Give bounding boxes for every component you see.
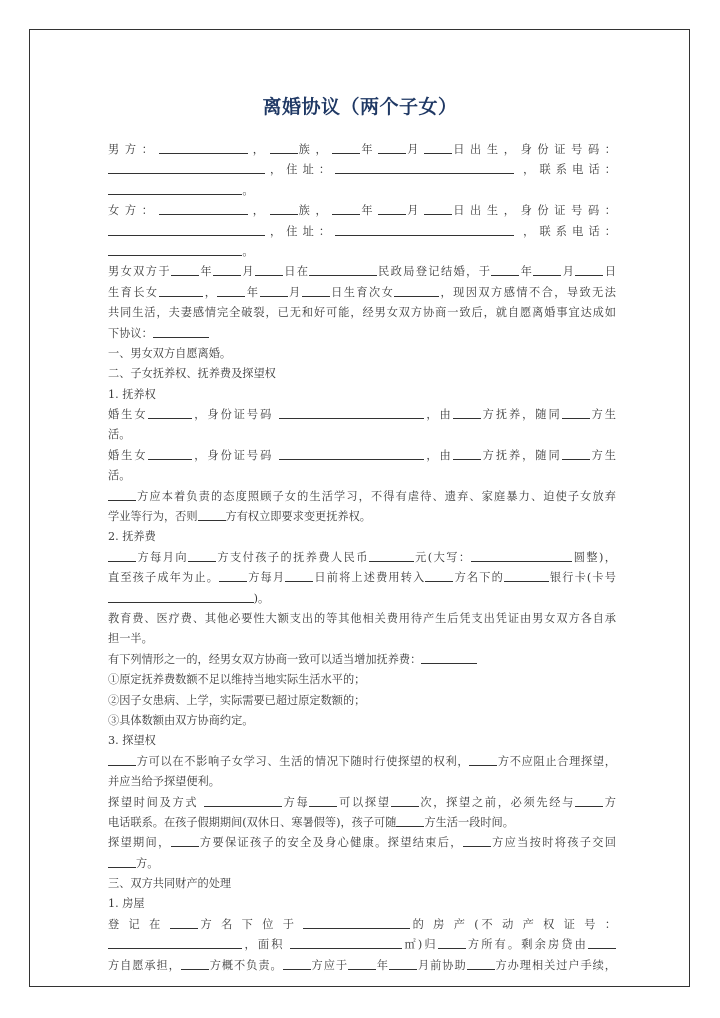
document-line: ①原定抚养费数额不足以维持当地实际生活水平的； <box>108 673 366 687</box>
document-line: 登 记 在 方 名 下 位 于 的 房 产 (不 动 产 权 证 号 ： <box>108 917 616 931</box>
document-line: 并应当给予探望便利。 <box>108 775 220 789</box>
document-line: 下协议： <box>108 324 616 344</box>
fill-in-blank[interactable] <box>332 141 360 154</box>
document-line: ③具体数额由双方协商约定。 <box>108 713 254 727</box>
document-line: 活。 <box>108 469 131 483</box>
fill-in-blank[interactable] <box>213 263 241 276</box>
fill-in-blank[interactable] <box>332 202 360 215</box>
document-line: 三、双方共同财产的处理 <box>108 877 232 891</box>
document-line: 方应本着负责的态度照顾子女的生活学习，不得有虐待、遗弃、家庭暴力、迫使子女放弃 <box>108 487 616 507</box>
fill-in-blank[interactable] <box>562 406 590 419</box>
document-line: 方每月向 方支付孩子的抚养费人民币 元(大写： 圆整)， <box>108 548 616 568</box>
document-line: 活。 <box>108 428 131 442</box>
fill-in-blank[interactable] <box>159 284 204 297</box>
fill-in-blank[interactable] <box>159 202 249 215</box>
fill-in-blank[interactable] <box>389 957 417 970</box>
fill-in-blank[interactable] <box>424 202 452 215</box>
fill-in-blank[interactable] <box>463 834 491 847</box>
document-line: 男女双方于 年 月 日在 民政局登记结婚，于 年 月 日 <box>108 265 616 279</box>
fill-in-blank[interactable] <box>270 141 298 154</box>
fill-in-blank[interactable] <box>108 243 242 256</box>
document-line: 婚生女 ，身份证号码 ，由 方抚养，随同 方生 <box>108 448 616 462</box>
fill-in-blank[interactable] <box>588 936 616 949</box>
fill-in-blank[interactable] <box>348 957 376 970</box>
document-title: 离婚协议（两个子女） <box>262 96 458 118</box>
document-line: 直至孩子成年为止。 方每月 日前将上述费用转入 方名下的 银行卡(卡号 <box>108 571 616 585</box>
fill-in-blank[interactable] <box>171 263 199 276</box>
fill-in-blank[interactable] <box>188 549 216 562</box>
fill-in-blank[interactable] <box>255 263 283 276</box>
document-line: 共同生活，夫妻感情完全破裂，已无和好可能，经男女双方协商一致后，就自愿离婚事宜达成如 <box>108 306 616 320</box>
fill-in-blank[interactable] <box>108 182 242 195</box>
fill-in-blank[interactable] <box>303 916 409 929</box>
fill-in-blank[interactable] <box>108 590 254 603</box>
fill-in-blank[interactable] <box>453 406 481 419</box>
fill-in-blank[interactable] <box>335 161 514 174</box>
fill-in-blank[interactable] <box>217 284 245 297</box>
document-line: 电话联系。在孩子假期期间(双休日、寒暑假等)，孩子可随 方生活一段时间。 <box>108 815 514 829</box>
fill-in-blank[interactable] <box>575 794 603 807</box>
fill-in-blank[interactable] <box>204 794 282 807</box>
document-line: 婚生女 ，身份证号码 ，由 方抚养，随同 方生 <box>108 408 616 422</box>
fill-in-blank[interactable] <box>159 141 249 154</box>
document-line: 1. 抚养权 <box>108 387 156 401</box>
fill-in-blank[interactable] <box>467 957 495 970</box>
document-line: 方自愿承担， 方概不负责。 方应于 年 月前协助 方办理相关过户手续， <box>108 958 616 972</box>
fill-in-blank[interactable] <box>302 284 330 297</box>
document-line: 3. 探望权 <box>108 734 156 748</box>
document-line: 学业等行为，否则 方有权立即要求变更抚养权。 <box>108 510 371 524</box>
fill-in-blank[interactable] <box>181 957 209 970</box>
document-line: 方可以在不影响子女学习、生活的情况下随时行使探望的权利， 方不应阻止合理探望， <box>108 752 616 772</box>
fill-in-blank[interactable] <box>108 223 265 236</box>
fill-in-blank[interactable] <box>108 549 136 562</box>
fill-in-blank[interactable] <box>283 957 311 970</box>
document-body <box>108 140 616 976</box>
fill-in-blank[interactable] <box>575 263 603 276</box>
document-line: ，住址： ，联系电话： <box>108 160 616 180</box>
fill-in-blank[interactable] <box>108 488 136 501</box>
fill-in-blank[interactable] <box>391 794 419 807</box>
fill-in-blank[interactable] <box>219 569 247 582</box>
document-line: 女 方 ： ， 族 ， 年 月 日 出 生 ， 身 份 证 号 码 ： <box>108 204 616 218</box>
fill-in-blank[interactable] <box>396 814 424 827</box>
document-line: 。 <box>108 181 616 201</box>
fill-in-blank[interactable] <box>309 794 337 807</box>
fill-in-blank[interactable] <box>108 936 242 949</box>
document-line: 二、子女抚养权、抚养费及探望权 <box>108 367 276 381</box>
fill-in-blank[interactable] <box>438 936 466 949</box>
document-line: 一、男女双方自愿离婚。 <box>108 346 232 360</box>
fill-in-blank[interactable] <box>198 508 226 521</box>
document-line: 探望期间， 方要保证孩子的安全及身心健康。探望结束后， 方应当按时将孩子交回 <box>108 836 616 850</box>
fill-in-blank[interactable] <box>491 263 519 276</box>
fill-in-blank[interactable] <box>309 263 376 276</box>
document-line: ，住址： ，联系电话： <box>108 222 616 242</box>
fill-in-blank[interactable] <box>504 569 549 582</box>
fill-in-blank[interactable] <box>108 161 265 174</box>
fill-in-blank[interactable] <box>335 223 514 236</box>
fill-in-blank[interactable] <box>153 325 209 338</box>
document-line: 2. 抚养费 <box>108 530 156 544</box>
fill-in-blank[interactable] <box>290 936 402 949</box>
fill-in-blank[interactable] <box>378 202 406 215</box>
fill-in-blank[interactable] <box>148 406 193 419</box>
document-line: 男 方 ： ， 族 ， 年 月 日 出 生 ， 身 份 证 号 码 ： <box>108 143 616 156</box>
fill-in-blank[interactable] <box>425 569 453 582</box>
fill-in-blank[interactable] <box>170 916 198 929</box>
document-line: 探望时间及方式 方每 可以探望 次，探望之前，必须先经与 方 <box>108 795 616 809</box>
document-line: 生育长女 ， 年 月 日生育次女 ，现因双方感情不合，导致无法 <box>108 285 616 299</box>
document-line: 有下列情形之一的，经男女双方协商一致可以适当增加抚养费： <box>108 650 616 670</box>
fill-in-blank[interactable] <box>260 284 288 297</box>
fill-in-blank[interactable] <box>469 753 497 766</box>
fill-in-blank[interactable] <box>279 406 425 419</box>
fill-in-blank[interactable] <box>270 202 298 215</box>
fill-in-blank[interactable] <box>421 651 477 664</box>
fill-in-blank[interactable] <box>471 549 572 562</box>
fill-in-blank[interactable] <box>533 263 561 276</box>
document-line: 教育费、医疗费、其他必要性大额支出的等其他相关费用待产生后凭支出凭证由男女双方各自承 <box>108 611 616 625</box>
fill-in-blank[interactable] <box>562 447 590 460</box>
document-line: ，面积 ㎡)归 方所有。剩余房贷由 <box>108 935 616 955</box>
fill-in-blank[interactable] <box>285 569 313 582</box>
fill-in-blank[interactable] <box>171 834 199 847</box>
fill-in-blank[interactable] <box>108 855 136 868</box>
document-line: 1. 房屋 <box>108 897 145 911</box>
fill-in-blank[interactable] <box>424 141 452 154</box>
fill-in-blank[interactable] <box>279 447 425 460</box>
document-line: ②因子女患病、上学，实际需要已超过原定数额的； <box>108 693 366 707</box>
fill-in-blank[interactable] <box>453 447 481 460</box>
document-line: 。 <box>108 242 616 262</box>
document-line: 方。 <box>108 854 616 874</box>
document-line: 担一半。 <box>108 632 153 646</box>
fill-in-blank[interactable] <box>378 141 406 154</box>
fill-in-blank[interactable] <box>369 549 414 562</box>
document-line: )。 <box>108 589 616 609</box>
fill-in-blank[interactable] <box>108 753 136 766</box>
fill-in-blank[interactable] <box>394 284 439 297</box>
fill-in-blank[interactable] <box>148 447 193 460</box>
